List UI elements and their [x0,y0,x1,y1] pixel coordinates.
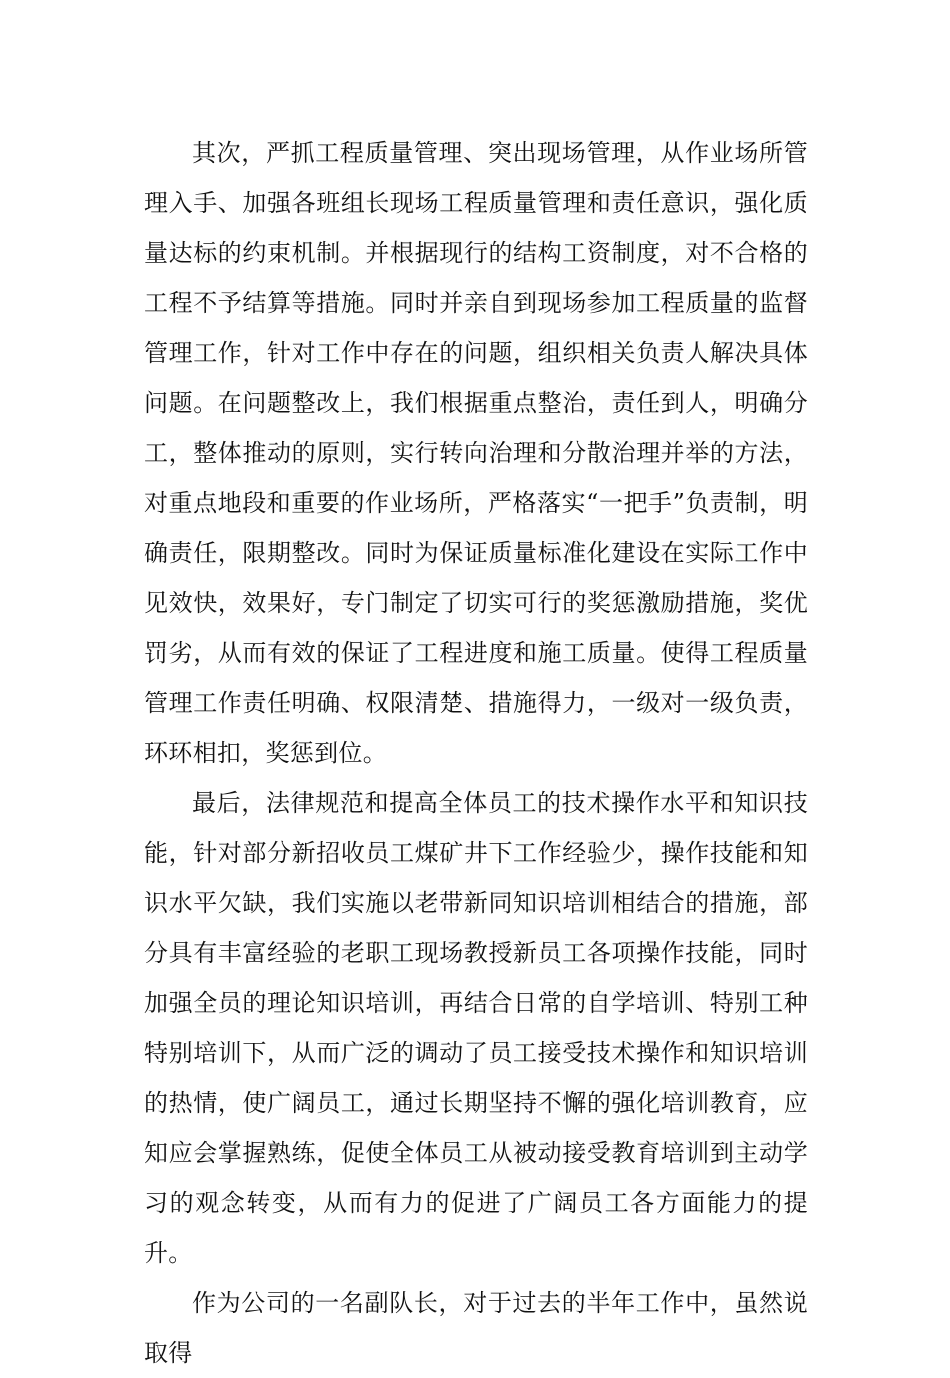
paragraph-deputy-captain: 作为公司的一名副队长，对于过去的半年工作中，虽然说取得 [144,1289,808,1367]
paragraph-staff-training: 最后，法律规范和提高全体员工的技术操作水平和知识技能，针对部分新招收员工煤矿井下工作经验少，操作技能和知识水平欠缺，我们实施以老带新同知识培训相结合的措施，部分具有丰富经验的老职工现场教授新员工各项操作技能，同时加强全员的理论知识培训，再结合日常的自学培训、特别工种特别培训下，从而广泛的调动了员工接受技术操作和知识培训的热情，使广阔员工，通过长期坚持不懈的强化培训教育，应知应会掌握熟练，促使全体员工从被动接受教育培训到主动学习的观念转变，从而有力的促进了广阔员工各方面能力的提升。 [144,789,808,1267]
document-body [144,128,808,1378]
paragraph-quality-management: 其次，严抓工程质量管理、突出现场管理，从作业场所管理入手、加强各班组长现场工程质量管理和责任意识，强化质量达标的约束机制。并根据现行的结构工资制度，对不合格的工程不予结算等措施。同时并亲自到现场参加工程质量的监督管理工作，针对工作中存在的问题，组织相关负责人解决具体问题。在问题整改上，我们根据重点整治，责任到人，明确分工，整体推动的原则，实行转向治理和分散治理并举的方法，对重点地段和重要的作业场所，严格落实“一把手”负责制，明确责任，限期整改。同时为保证质量标准化建设在实际工作中见效快，效果好，专门制定了切实可行的奖惩激励措施，奖优罚劣，从而有效的保证了工程进度和施工质量。使得工程质量管理工作责任明确、权限清楚、措施得力，一级对一级负责，环环相扣，奖惩到位。 [144,139,808,767]
